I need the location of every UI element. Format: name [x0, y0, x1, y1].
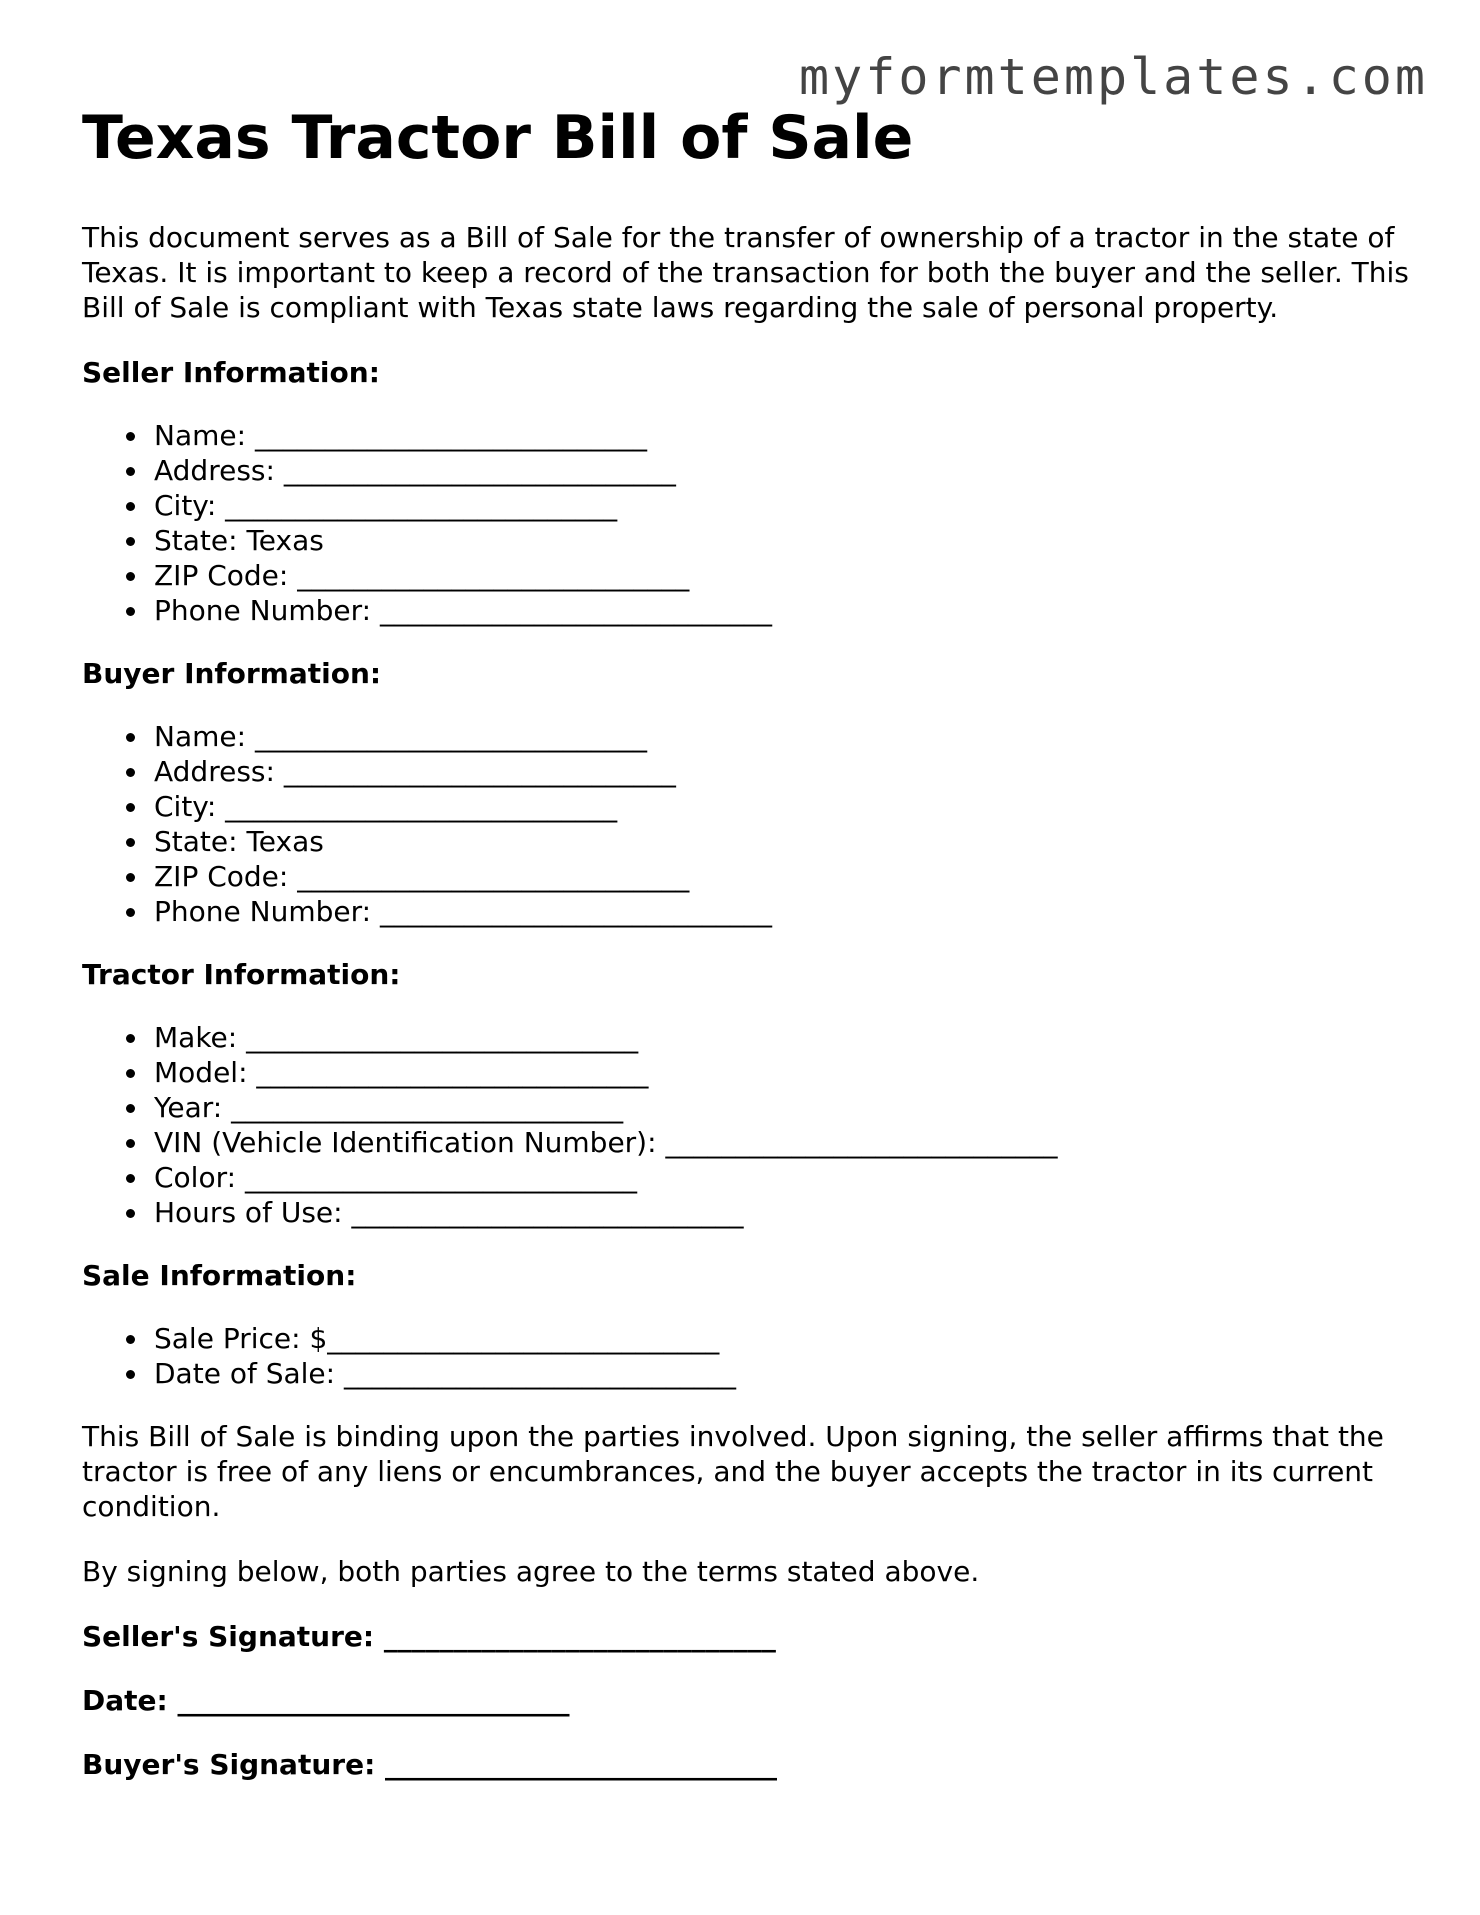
sale-price-field: Sale Price: $____________________________	[154, 1321, 1412, 1356]
buyer-name-field: Name: ____________________________	[154, 719, 1412, 754]
tractor-model-field: Model: ____________________________	[154, 1055, 1412, 1090]
seller-address-field: Address: ____________________________	[154, 453, 1412, 488]
seller-name-field: Name: ____________________________	[154, 418, 1412, 453]
seller-fields-list	[82, 418, 1412, 628]
tractor-hours-field: Hours of Use: ____________________________	[154, 1195, 1412, 1230]
sale-section-heading: Sale Information:	[82, 1259, 357, 1292]
tractor-year-field: Year: ____________________________	[154, 1090, 1412, 1125]
tractor-fields-list	[82, 1020, 1412, 1230]
agreement-paragraph: By signing below, both parties agree to the terms stated above.	[82, 1555, 980, 1588]
tractor-color-field: Color: ____________________________	[154, 1160, 1412, 1195]
signature-date-line: Date: ____________________________	[82, 1684, 570, 1717]
tractor-vin-field: VIN (Vehicle Identification Number): ____________________________	[154, 1125, 1412, 1160]
seller-signature-line: Seller's Signature: ____________________________	[82, 1620, 776, 1653]
buyer-fields-list	[82, 719, 1412, 929]
intro-paragraph: This document serves as a Bill of Sale for the transfer of ownership of a tractor in the state of Texas. It is important to keep a record of the transaction for both the buyer and the seller. This Bill of Sale is compliant with Texas state laws regarding the sale of personal property.	[82, 221, 1409, 324]
watermark: myformtemplates.com	[799, 48, 1428, 106]
buyer-signature-line: Buyer's Signature: ____________________________	[82, 1748, 778, 1781]
buyer-phone-field: Phone Number: ____________________________	[154, 894, 1412, 929]
document-title: Texas Tractor Bill of Sale	[82, 103, 914, 173]
sale-fields-list	[82, 1321, 1412, 1391]
buyer-city-field: City: ____________________________	[154, 789, 1412, 824]
tractor-section-heading: Tractor Information:	[82, 958, 401, 991]
seller-section-heading: Seller Information:	[82, 356, 380, 389]
seller-state-field: State: Texas	[154, 523, 1412, 558]
seller-zip-field: ZIP Code: ____________________________	[154, 558, 1412, 593]
document-page	[82, 100, 1412, 1811]
seller-phone-field: Phone Number: ____________________________	[154, 593, 1412, 628]
sale-date-field: Date of Sale: ____________________________	[154, 1356, 1412, 1391]
buyer-address-field: Address: ____________________________	[154, 754, 1412, 789]
buyer-state-field: State: Texas	[154, 824, 1412, 859]
buyer-zip-field: ZIP Code: ____________________________	[154, 859, 1412, 894]
tractor-make-field: Make: ____________________________	[154, 1020, 1412, 1055]
binding-paragraph: This Bill of Sale is binding upon the parties involved. Upon signing, the seller affirms that the tractor is free of any liens or encumbrances, and the buyer accepts the tractor in its current condition.	[82, 1420, 1384, 1523]
buyer-section-heading: Buyer Information:	[82, 657, 382, 690]
seller-city-field: City: ____________________________	[154, 488, 1412, 523]
